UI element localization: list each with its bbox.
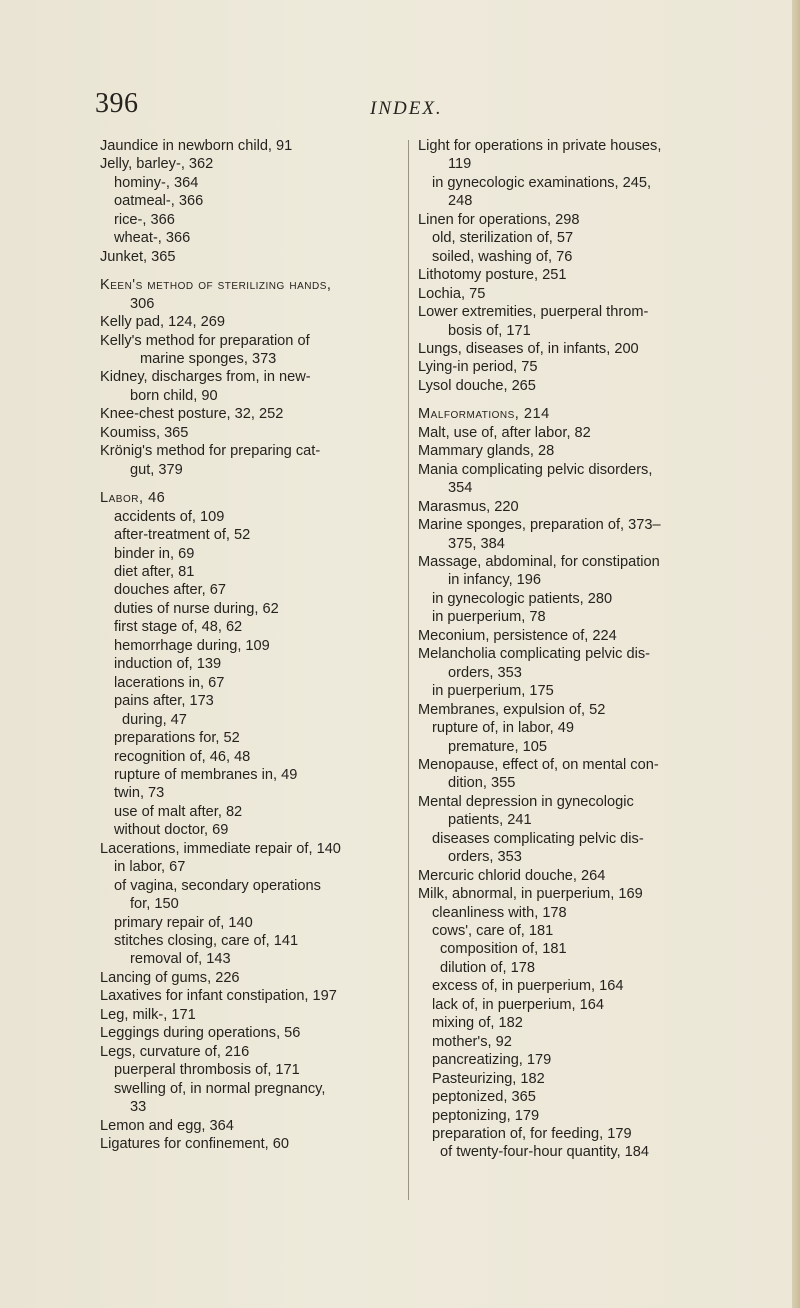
index-entry: Massage, abdominal, for constipation [418,553,660,570]
index-entry: Lower extremities, puerperal throm- [418,304,649,321]
index-entry: Labor, 46 [100,490,166,507]
index-subentry: orders, 353 [448,849,522,866]
section-gap [418,395,738,405]
index-subentry: rice-, 366 [114,211,175,228]
index-subentry: 33 [130,1099,147,1116]
index-subentry: premature, 105 [448,738,547,755]
index-subentry: accidents of, 109 [114,508,225,525]
index-subentry: hemorrhage during, 109 [114,637,270,654]
index-subentry: dilution of, 178 [440,959,535,976]
index-entry: Leggings during operations, 56 [100,1025,301,1042]
index-subentry: duties of nurse during, 62 [114,600,279,617]
index-entry: Lochia, 75 [418,285,486,302]
index-column-left [100,137,420,1153]
index-column-right [418,137,738,1162]
index-entry: Koumiss, 365 [100,424,189,441]
index-subentry: stitches closing, care of, 141 [114,933,299,950]
index-subentry: in puerperium, 78 [432,609,546,626]
index-subentry: first stage of, 48, 62 [114,619,243,636]
index-entry: Kidney, discharges from, in new- [100,369,311,386]
index-subentry: of vagina, secondary operations [114,877,321,894]
index-entry: Lacerations, immediate repair of, 140 [100,840,341,857]
index-entry: Marasmus, 220 [418,498,519,515]
index-subentry: diseases complicating pelvic dis- [432,830,644,847]
index-subentry: without doctor, 69 [114,822,229,839]
index-entry: Lemon and egg, 364 [100,1117,234,1134]
index-entry: Mercuric chlorid douche, 264 [418,867,606,884]
index-subentry: in puerperium, 175 [432,683,554,700]
index-entry: Malformations, 214 [418,406,550,423]
section-gap [100,479,420,489]
index-subentry: old, sterilization of, 57 [432,230,574,247]
index-subentry: douches after, 67 [114,582,226,599]
index-entry: Kelly pad, 124, 269 [100,314,225,331]
index-entry: Mammary glands, 28 [418,443,555,460]
index-subentry: in infancy, 196 [448,572,542,589]
index-subentry: peptonized, 365 [432,1089,536,1106]
index-subentry: of twenty-four-hour quantity, 184 [440,1144,650,1161]
index-subentry: puerperal thrombosis of, 171 [114,1062,300,1079]
index-subentry: 354 [448,480,473,497]
index-subentry: during, 47 [122,711,187,728]
index-entry: Krönig's method for preparing cat- [100,443,321,460]
index-entry: Light for operations in private houses, [418,138,662,154]
index-entry: Lithotomy posture, 251 [418,267,567,284]
index-entry: Jelly, barley-, 362 [100,156,214,173]
index-subentry: for, 150 [130,896,179,913]
index-subentry: Pasteurizing, 182 [432,1070,545,1087]
index-subentry: cows', care of, 181 [432,923,554,940]
index-subentry: dition, 355 [448,775,516,792]
page-edge [792,0,800,1308]
index-subentry: in labor, 67 [114,859,186,876]
index-entry: Junket, 365 [100,248,176,265]
index-subentry: after-treatment of, 52 [114,527,251,544]
index-entry: Knee-chest posture, 32, 252 [100,406,284,423]
index-subentry: pancreatizing, 179 [432,1052,552,1069]
index-subentry: cleanliness with, 178 [432,904,567,921]
index-entry: Kelly's method for preparation of [100,332,310,349]
index-entry: Lying-in period, 75 [418,359,538,376]
index-subentry: rupture of, in labor, 49 [432,720,574,737]
index-subentry: peptonizing, 179 [432,1107,540,1124]
index-subentry: marine sponges, 373 [140,350,277,367]
index-subentry: use of malt after, 82 [114,803,243,820]
index-entry: Lysol douche, 265 [418,377,536,394]
index-subentry: hominy-, 364 [114,174,199,191]
page-number: 396 [95,88,139,119]
index-entry: Linen for operations, 298 [418,211,580,228]
index-subentry: induction of, 139 [114,656,222,673]
index-subentry: orders, 353 [448,664,522,681]
index-subentry: excess of, in puerperium, 164 [432,978,624,995]
index-subentry: oatmeal-, 366 [114,193,204,210]
index-subentry: diet after, 81 [114,563,195,580]
index-subentry: born child, 90 [130,387,218,404]
index-entry: Laxatives for infant constipation, 197 [100,988,337,1005]
index-subentry: preparation of, for feeding, 179 [432,1126,632,1143]
index-subentry: lack of, in puerperium, 164 [432,996,604,1013]
index-subentry: bosis of, 171 [448,322,531,339]
section-gap [100,266,420,276]
index-entry: Milk, abnormal, in puerperium, 169 [418,886,643,903]
index-subentry: 375, 384 [448,535,505,552]
index-subentry: soiled, washing of, 76 [432,248,573,265]
index-entry: Membranes, expulsion of, 52 [418,701,606,718]
index-entry: Menopause, effect of, on mental con- [418,756,659,773]
index-subentry: in gynecologic examinations, 245, [432,174,652,191]
index-entry: Lancing of gums, 226 [100,969,240,986]
index-entry: Leg, milk-, 171 [100,1006,196,1023]
index-entry: Ligatures for confinement, 60 [100,1136,290,1153]
index-entry: Keen's method of sterilizing hands, [100,277,332,294]
index-subentry: gut, 379 [130,461,183,478]
index-subentry: mother's, 92 [432,1033,512,1050]
index-entry: Lungs, diseases of, in infants, 200 [418,340,639,357]
index-subentry: removal of, 143 [130,951,231,968]
column-divider [408,140,409,1200]
index-entry: Jaundice in newborn child, 91 [100,138,293,154]
index-subentry: wheat-, 366 [114,230,191,247]
index-subentry: twin, 73 [114,785,165,802]
index-subentry: 119 [448,156,472,173]
index-subentry: in gynecologic patients, 280 [432,590,613,607]
index-subentry: 306 [130,295,155,312]
index-subentry: patients, 241 [448,812,532,829]
index-entry: Melancholia complicating pelvic dis- [418,646,650,663]
index-subentry: mixing of, 182 [432,1015,523,1032]
index-entry: Mental depression in gynecologic [418,793,634,810]
index-entry: Meconium, persistence of, 224 [418,627,617,644]
running-head: INDEX. [370,98,443,119]
index-subentry: swelling of, in normal pregnancy, [114,1080,326,1097]
index-subentry: pains after, 173 [114,693,214,710]
index-entry: Malt, use of, after labor, 82 [418,424,591,441]
index-entry: Marine sponges, preparation of, 373– [418,517,661,534]
index-subentry: primary repair of, 140 [114,914,253,931]
index-subentry: 248 [448,193,473,210]
index-entry: Legs, curvature of, 216 [100,1043,250,1060]
index-subentry: binder in, 69 [114,545,195,562]
index-subentry: lacerations in, 67 [114,674,225,691]
index-subentry: recognition of, 46, 48 [114,748,251,765]
index-subentry: preparations for, 52 [114,730,240,747]
index-subentry: composition of, 181 [440,941,567,958]
index-entry: Mania complicating pelvic disorders, [418,461,653,478]
index-subentry: rupture of membranes in, 49 [114,766,298,783]
